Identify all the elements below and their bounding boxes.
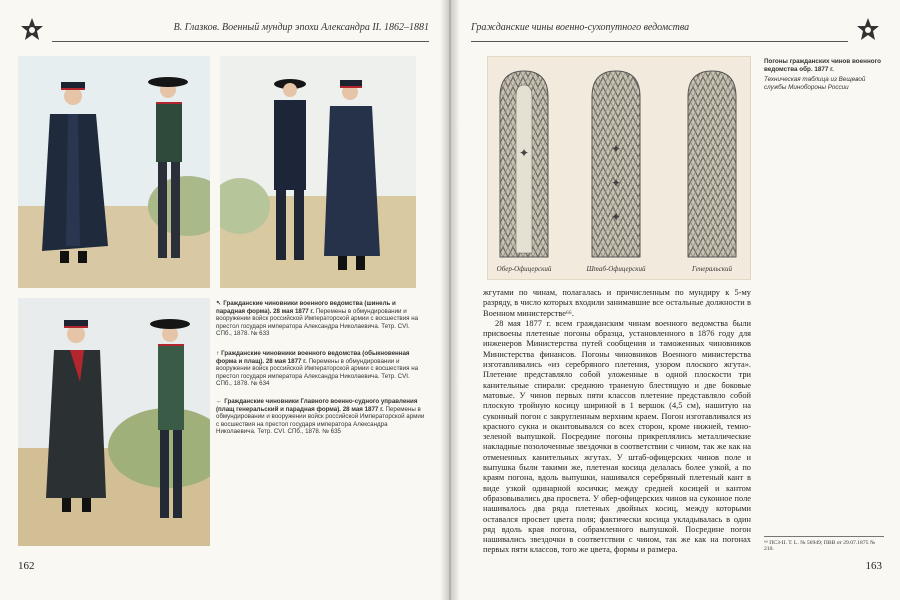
left-page [0,0,449,600]
paragraph: жгутами по чинам, полагалась и причисленным по мундиру к 5-му разряду, в число которых входили занимавшие все остальные должности в Военном министерстве⁶⁶. [483,288,751,318]
epaulet-staff-officer [592,71,640,257]
caption-arrow-icon: ← [216,398,223,405]
caption-arrow-icon: ↑ [216,350,220,357]
uniform-plate-2 [220,56,416,288]
page-number-left: 162 [18,560,35,572]
plate-caption-3: ← Гражданские чиновники Главного военно-судного управления (плащ генеральский и парадная форма). 28 мая 1877 г. Перемены в обмундировании и вооружении войск российской Императорской армии с восшествия на престол государя императора Александра Николаевича. Тетр. CVI. СПб., 1878. № 635 [216,398,425,436]
epaulets-caption-title: Погоны гражданских чинов военного ведомства обр. 1877 г. [764,58,881,73]
right-page [451,0,900,600]
epaulets-illustration [487,56,751,280]
plate-caption-1: ↖ Гражданские чиновники военного ведомства (шинель и парадная форма). 28 мая 1877 г. Перемены в обмундировании и вооружении войск российской Императорской армии с восшествия на престол государя императора Александра Николаевича. Тетр. CVI. СПб., 1878. № 633 [216,300,419,338]
epaulet-label: Обер-Офицерский [496,265,552,273]
footnote: ⁶⁶ ПСЗ-II. Т. L. № 56949; ПВВ от 29.07.1875 № 210. [764,536,884,552]
uniform-plate-3 [18,298,210,546]
caption-arrow-icon: ↖ [216,300,222,307]
plate-caption-2: ↑ Гражданские чиновники военного ведомства (обыкновенная форма и плащ). 28 мая 1877 г. Перемены в обмундировании и вооружении войск российской Императорской армии с восшествия на престол государя императора Александра Николаевича. Тетр. CVI. СПб., 1878. № 634 [216,350,419,388]
paragraph: 28 мая 1877 г. всем гражданским чинам военного ведомства были присвоены плетеные погоны образца, установленного в 1876 году для инженеров Министерства путей сообщения и таможенных чиновников Министерства финансов. Погоны чиновников Военного министерства изготавливались «из серебряного плетения, узором плоского жгута». Плетение представляло собой уложенные в одной плоскости три канительные спирали: среднюю траненую блестящую и две боковые матовые. У чинов первых пяти классов плетение представляло собой плоскую тройную косицу шириной в 1 вершок (4,5 см), нашитую на суконный погон с закругленным верхним краем. Погон изготавливался из красного сукна и окантовывался со всех сторон, кроме нижней, темно-зеленой выпушкой. Посредине погоны прикреплялись металлические накладные позолоченные звездочки в соответствии с чином, так же как на отмененных канительных жгутах. У штаб-офицерских чинов поле и выпушка были такими же, плетеная косица делалась более узкой, а по краям погона, вдоль выпушки, нашивался серебряный плетеный кант в виде узкой одинарной косички; между средней косицей и кантом образовывались два просвета. У обер-офицерских чинов на суконное поле нашивалось два ряда плетеных двойных косиц, между которыми оставался просвет цвета поля; фактически косица укладывалась в один ряд вдоль края погона, обрамленного выпушкой. Посредине погон нашивались звездочки в соответствии с чином, так же как на погонах первых пяти классов, того же цвета, формы и размера. [483,318,751,555]
body-text [483,288,751,556]
ornament-emblem-icon [852,16,884,44]
left-running-header: В. Глазков. Военный мундир эпохи Александра II. 1862–1881 [52,22,429,42]
epaulets-caption [764,58,884,92]
uniform-plate-1 [18,56,210,288]
epaulet-ober-officer [500,71,548,257]
epaulet-label: Генеральский [691,265,733,273]
epaulet-general [688,71,736,257]
right-running-header: Гражданские чины военно-сухопутного ведомства [471,22,848,42]
star-icon: ✦ [610,176,622,190]
page-number-right: 163 [865,560,882,572]
star-icon: ✦ [610,210,622,224]
star-icon: ✦ [518,146,530,160]
epaulets-caption-subtitle: Техническая таблица из Вещевой службы Минобороны России [764,76,866,91]
ornament-emblem-icon [16,16,48,44]
epaulet-label: Штаб-Офицерский [586,265,646,273]
star-icon: ✦ [610,142,622,156]
